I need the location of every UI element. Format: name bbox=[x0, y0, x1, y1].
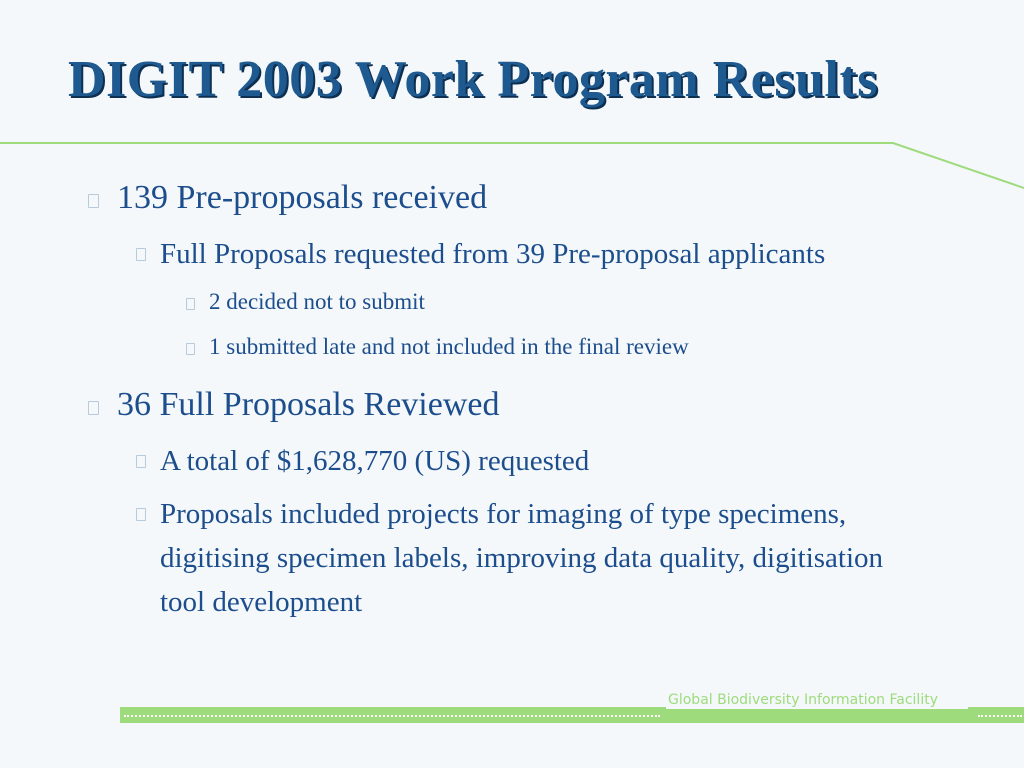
bullet-icon bbox=[136, 508, 146, 521]
bullet-icon bbox=[186, 298, 195, 310]
bullet-item bbox=[136, 439, 589, 483]
bullet-item bbox=[186, 332, 689, 362]
bullet-icon bbox=[88, 401, 99, 415]
bullet-icon bbox=[88, 194, 99, 208]
bullet-icon bbox=[136, 248, 146, 261]
footer-dotted-line-right bbox=[978, 715, 1022, 717]
footer-organization-name: Global Biodiversity Information Facility bbox=[666, 691, 968, 709]
bullet-item bbox=[88, 178, 487, 218]
bullet-text: 36 Full Proposals Reviewed bbox=[117, 386, 500, 423]
bullet-item bbox=[88, 385, 499, 425]
bullet-item bbox=[136, 492, 906, 624]
bullet-icon bbox=[186, 343, 195, 355]
bullet-text: Proposals included projects for imaging of type specimens, digitising specimen labels, improving data quality, digitisation tool development bbox=[160, 498, 884, 618]
footer-dotted-line-left bbox=[124, 715, 660, 717]
bullet-item bbox=[186, 287, 425, 317]
bullet-text: 2 decided not to submit bbox=[209, 289, 425, 314]
bullet-text: 1 submitted late and not included in the final review bbox=[209, 334, 689, 359]
bullet-item bbox=[136, 232, 825, 276]
slide-title: DIGIT 2003 Work Program Results bbox=[68, 51, 878, 108]
bullet-text: A total of $1,628,770 (US) requested bbox=[160, 445, 590, 477]
bullet-text: 139 Pre-proposals received bbox=[117, 179, 488, 216]
bullet-text: Full Proposals requested from 39 Pre-proposal applicants bbox=[160, 238, 826, 270]
bullet-icon bbox=[136, 455, 146, 468]
